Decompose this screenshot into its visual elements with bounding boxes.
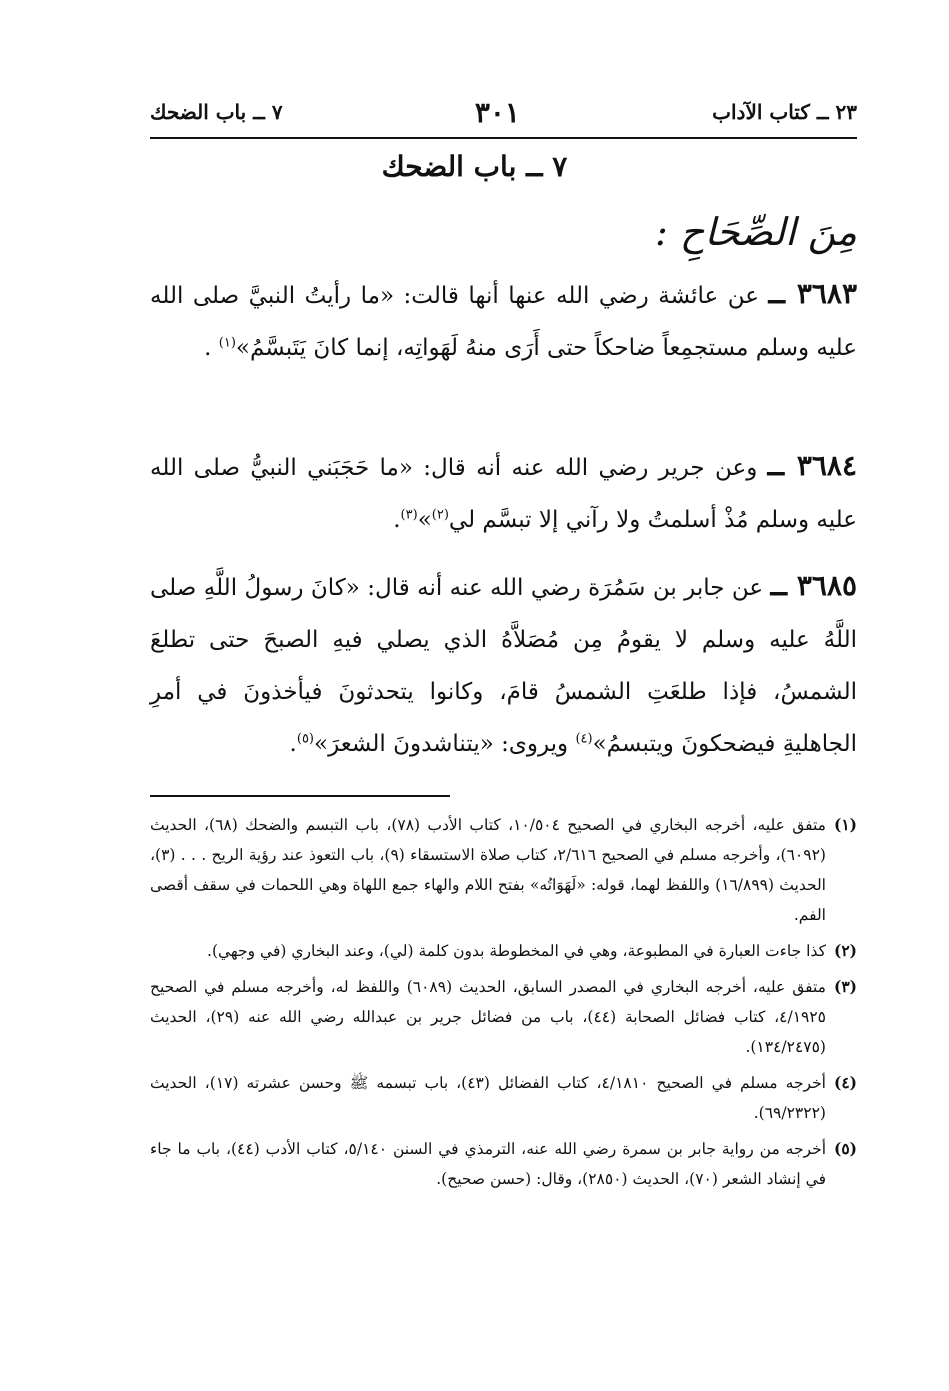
footnote-divider (150, 795, 450, 797)
footnote-text: متفق عليه، أخرجه البخاري في المصدر السابق، الحديث (٦٠٨٩) واللفظ له، وأخرجه مسلم في الصحيح ٤/١٩٢٥، كتاب فضائل الصحابة (٤٤)، باب من فضائل جرير بن عبدالله رضي الله عنه (٢٩)، الحديث (١٣٤/٢٤٧٥). (150, 978, 826, 1056)
footnote-number: (٤) (833, 1073, 857, 1092)
hadith-text: عن عائشة رضي الله عنها أنها قالت: «ما رأيتُ النبيَّ صلى الله عليه وسلم مستجمِعاً ضاحكاً حتى أَرَى منهُ لَهَواتِه، إنما كانَ يَتَبسَّمُ» (150, 283, 857, 361)
hadith-text: وعن جرير رضي الله عنه أنه قال: «ما حَجَبَني النبيُّ صلى الله عليه وسلم مُذْ أسلمتُ ولا رآني إلا تبسَّم لي (150, 455, 857, 533)
footnote-ref: (٤) (575, 731, 593, 747)
footnote-number: (٥) (833, 1139, 857, 1158)
header-divider (150, 137, 857, 139)
hadith-end: ويروى: «يتناشدونَ الشعرَ» (314, 731, 576, 757)
footnote-ref: (١) (218, 335, 236, 351)
hadith-paragraph (150, 268, 857, 374)
footnote (150, 1068, 857, 1128)
footnote (150, 1134, 857, 1194)
hadith-text: عن جابر بن سَمُرَة رضي الله عنه أنه قال: «كانَ رسولُ اللَّهِ صلى اللَّهُ عليه وسلم لا يقومُ مِن مُصَلاَّهُ الذي يصلي فيهِ الصبحَ حتى تطلعَ الشمسُ، فإذا طلعَتِ الشمسُ قامَ، وكانوا يتحدثونَ فيأخذونَ في أمرِ الجاهليةِ فيضحكونَ ويتبسمُ» (150, 575, 857, 757)
hadith-paragraph (150, 560, 857, 770)
footnote (150, 810, 857, 930)
hadith-end: . (393, 507, 401, 533)
footnote-ref: (٥) (296, 731, 314, 747)
hadith-number: ٣٦٨٤ ــ (767, 449, 857, 482)
footnote-text: أخرجه من رواية جابر بن سمرة رضي الله عنه، الترمذي في السنن ٥/١٤٠، كتاب الأدب (٤٤)، باب ما جاء في إنشاد الشعر (٧٠)، الحديث (٢٨٥٠)، وقال: (حسن صحيح). (150, 1140, 826, 1188)
footnote-number: (١) (833, 815, 857, 834)
hadith-number: ٣٦٨٣ ــ (768, 277, 857, 310)
section-heading: مِنَ الصِّحَاحِ : (655, 210, 857, 254)
footnote-number: (٢) (833, 941, 857, 960)
header-book-title: ٢٣ ــ كتاب الآداب (712, 100, 857, 124)
footnote-text: متفق عليه، أخرجه البخاري في الصحيح ١٠/٥٠٤، كتاب الأدب (٧٨)، باب التبسم والضحك (٦٨)، الحديث (٦٠٩٢)، وأخرجه مسلم في الصحيح ٢/٦١٦، كتاب صلاة الاستسقاء (٩)، باب التعوذ عند رؤية الريح . . . (٣)، الحديث (١٦/٨٩٩) واللفظ لهما، قوله: «لَهَوَاتُه» بفتح اللام والهاء جمع اللهاة وهي اللحمات في سقف أقصى الفم. (150, 816, 826, 924)
footnote-number: (٣) (833, 977, 857, 996)
footnote-ref: (٢) (431, 507, 449, 523)
footnote (150, 972, 857, 1062)
hadith-end: » (417, 507, 432, 533)
footnote-ref: (٣) (400, 507, 418, 523)
footnote-text: أخرجه مسلم في الصحيح ٤/١٨١٠، كتاب الفضائل (٤٣)، باب تبسمه ﷺ وحسن عشرته (١٧)، الحديث (٦٩/٢٣٢٢). (150, 1074, 826, 1122)
footnotes (150, 810, 857, 1200)
hadith-paragraph (150, 440, 857, 546)
header-chapter-title: ٧ ــ باب الضحك (150, 100, 283, 124)
footnote (150, 936, 857, 966)
hadith-end: . (289, 731, 297, 757)
hadith-end: . (204, 335, 219, 361)
chapter-title: ٧ ــ باب الضحك (381, 150, 568, 183)
running-header (150, 88, 857, 136)
page-number: ٣٠١ (474, 95, 520, 129)
footnote-text: كذا جاءت العبارة في المطبوعة، وهي في المخطوطة بدون كلمة (لي)، وعند البخاري (في وجهي). (207, 942, 826, 960)
hadith-number: ٣٦٨٥ ــ (770, 569, 858, 602)
